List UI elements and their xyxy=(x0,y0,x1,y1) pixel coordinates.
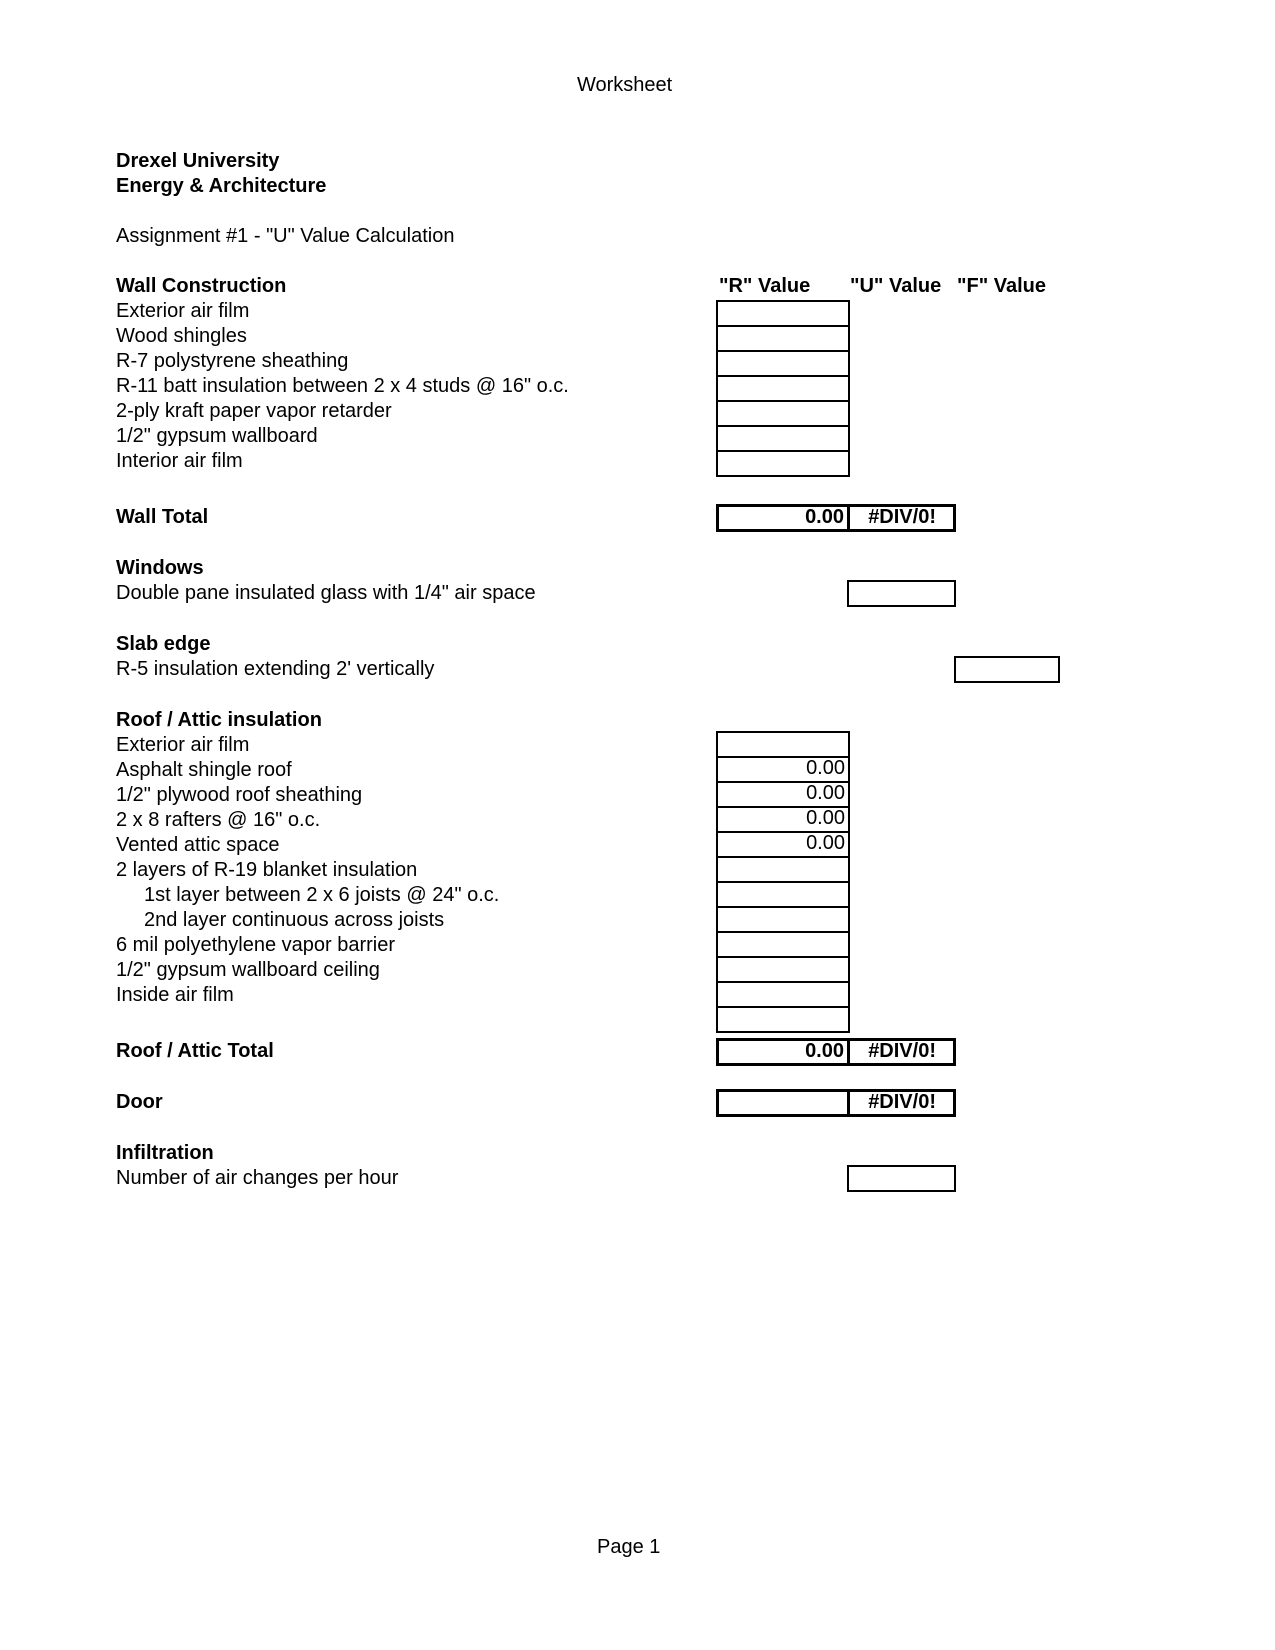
wall-r-input[interactable] xyxy=(716,400,850,427)
page-footer: Page 1 xyxy=(597,1536,661,1558)
roof-row-label: Exterior air film xyxy=(116,734,250,756)
roof-total-label: Roof / Attic Total xyxy=(116,1040,274,1062)
roof-r-input[interactable] xyxy=(716,881,850,908)
roof-row-label: 2nd layer continuous across joists xyxy=(144,909,445,931)
institution-title: Drexel University xyxy=(116,150,280,172)
roof-r-input[interactable] xyxy=(716,906,850,933)
wall-row-label: 2-ply kraft paper vapor retarder xyxy=(116,400,392,422)
roof-row-label: 2 x 8 rafters @ 16" o.c. xyxy=(116,809,321,831)
wall-row-label: R-11 batt insulation between 2 x 4 studs @ 16" o.c. xyxy=(116,375,569,397)
wall-r-input[interactable] xyxy=(716,300,850,327)
u-value-column-header: "U" Value xyxy=(850,275,942,297)
slab-heading: Slab edge xyxy=(116,633,211,655)
slab-f-input[interactable] xyxy=(954,656,1060,683)
roof-row-label: 1st layer between 2 x 6 joists @ 24" o.c. xyxy=(144,884,500,906)
roof-row-label: 1/2" gypsum wallboard ceiling xyxy=(116,959,380,981)
course-title: Energy & Architecture xyxy=(116,175,327,197)
roof-r-input[interactable]: 0.00 xyxy=(716,756,850,783)
assignment-title: Assignment #1 - "U" Value Calculation xyxy=(116,225,455,247)
infiltration-input[interactable] xyxy=(847,1165,956,1192)
wall-r-input[interactable] xyxy=(716,325,850,352)
windows-u-input[interactable] xyxy=(847,580,956,607)
roof-r-input[interactable] xyxy=(716,856,850,883)
door-heading: Door xyxy=(116,1091,163,1113)
roof-row-label: 1/2" plywood roof sheathing xyxy=(116,784,363,806)
wall-heading: Wall Construction xyxy=(116,275,287,297)
roof-r-input[interactable] xyxy=(716,956,850,983)
wall-total-label: Wall Total xyxy=(116,506,209,528)
infiltration-row-label: Number of air changes per hour xyxy=(116,1167,399,1189)
wall-row-label: Wood shingles xyxy=(116,325,247,347)
wall-r-input[interactable] xyxy=(716,425,850,452)
roof-r-input[interactable] xyxy=(716,931,850,958)
roof-row-label: Vented attic space xyxy=(116,834,280,856)
wall-row-label: Interior air film xyxy=(116,450,243,472)
wall-row-label: R-7 polystyrene sheathing xyxy=(116,350,349,372)
wall-r-input[interactable] xyxy=(716,375,850,402)
roof-heading: Roof / Attic insulation xyxy=(116,709,322,731)
roof-r-input[interactable] xyxy=(716,731,850,758)
wall-r-input[interactable] xyxy=(716,450,850,477)
door-u-value: #DIV/0! xyxy=(847,1089,956,1117)
wall-total-r: 0.00 xyxy=(716,504,850,532)
windows-heading: Windows xyxy=(116,557,204,579)
page-header: Worksheet xyxy=(577,74,673,96)
roof-total-r: 0.00 xyxy=(716,1038,850,1066)
door-r-input[interactable] xyxy=(716,1089,850,1117)
wall-total-u: #DIV/0! xyxy=(847,504,956,532)
r-value-column-header: "R" Value xyxy=(719,275,811,297)
roof-r-input[interactable]: 0.00 xyxy=(716,781,850,808)
wall-row-label: 1/2" gypsum wallboard xyxy=(116,425,318,447)
slab-row-label: R-5 insulation extending 2' vertically xyxy=(116,658,435,680)
roof-r-input[interactable]: 0.00 xyxy=(716,806,850,833)
roof-row-label: 2 layers of R-19 blanket insulation xyxy=(116,859,418,881)
roof-row-label: Asphalt shingle roof xyxy=(116,759,292,781)
infiltration-heading: Infiltration xyxy=(116,1142,214,1164)
wall-r-input[interactable] xyxy=(716,350,850,377)
windows-row-label: Double pane insulated glass with 1/4" air space xyxy=(116,582,536,604)
roof-row-label: Inside air film xyxy=(116,984,234,1006)
roof-total-u: #DIV/0! xyxy=(847,1038,956,1066)
roof-row-label: 6 mil polyethylene vapor barrier xyxy=(116,934,396,956)
f-value-column-header: "F" Value xyxy=(957,275,1046,297)
wall-row-label: Exterior air film xyxy=(116,300,250,322)
roof-r-input[interactable]: 0.00 xyxy=(716,831,850,858)
roof-r-input[interactable] xyxy=(716,981,850,1008)
roof-r-input[interactable] xyxy=(716,1006,850,1033)
